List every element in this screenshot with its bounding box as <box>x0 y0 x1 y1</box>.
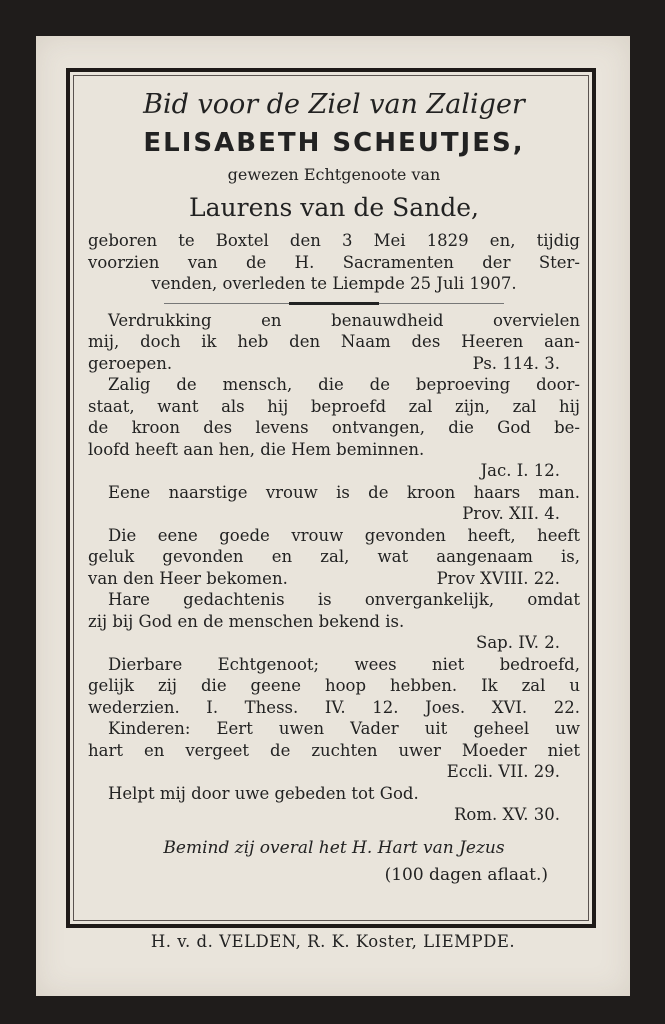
printer-credit: H. v. d. VELDEN, R. K. Koster, LIEMPDE. <box>150 932 516 951</box>
scripture-line: wederzien. I. Thess. IV. 12. Joes. XVI. 22. <box>88 697 580 717</box>
scripture-line: Verdrukking en benauwdheid overvielen <box>108 310 580 330</box>
scripture-line: Die eene goede vrouw gevonden heeft, heeft <box>108 525 580 545</box>
scripture-ref: Sap. IV. 2. <box>476 633 560 652</box>
bio-block <box>84 230 584 295</box>
card-content <box>84 86 584 888</box>
scripture-line: Hare gedachtenis is onvergankelijk, omdat <box>108 590 580 609</box>
indulgence-note: (100 dagen aflaat.) <box>384 864 548 885</box>
spouse-intro: gewezen Echtgenoote van <box>227 165 441 184</box>
scripture-line: Zalig de mensch, die de beproeving door- <box>108 375 580 394</box>
scripture-line: gelijk zij die geene hoop hebben. Ik zal u <box>88 676 580 695</box>
prayer-heading: Bid voor de Ziel van Zaliger <box>143 89 525 120</box>
bio-line: geboren te Boxtel den 3 Mei 1829 en, tijdig <box>88 231 580 250</box>
scripture-ref: Ps. 114. 3. <box>472 353 560 373</box>
divider-rule <box>164 303 504 304</box>
scripture-line: Kinderen: Eert uwen Vader uit geheel uw <box>108 719 580 738</box>
scripture-line: staat, want als hij beproefd zal zijn, zal hij <box>88 396 580 416</box>
scripture-line: de kroon des levens ontvangen, die God be- <box>88 418 580 437</box>
memorial-card <box>36 36 630 996</box>
deceased-name: ELISABETH SCHEUTJES, <box>143 128 525 158</box>
bio-line: voorzien van de H. Sacramenten der Ster- <box>88 252 580 272</box>
scripture-block <box>84 310 584 826</box>
scripture-line: zij bij God en de menschen bekend is. <box>88 611 405 631</box>
scripture-ref: Prov. XII. 4. <box>462 504 560 523</box>
scripture-ref: Jac. I. 12. <box>480 461 560 480</box>
scripture-line: van den Heer bekomen. <box>88 568 288 588</box>
scripture-line: geluk gevonden en zal, wat aangenaam is, <box>88 547 580 566</box>
scripture-ref: Rom. XV. 30. <box>453 805 560 824</box>
scripture-line: Eene naarstige vrouw is de kroon haars man. <box>108 482 580 502</box>
spouse-name: Laurens van de Sande, <box>189 193 479 222</box>
scripture-line: mij, doch ik heb den Naam des Heeren aan- <box>88 332 580 351</box>
bio-line: venden, overleden te Liempde 25 Juli 1907. <box>151 274 517 293</box>
scripture-line: geroepen. <box>88 353 173 373</box>
scripture-ref: Prov XVIII. 22. <box>436 568 560 588</box>
scripture-line: Dierbare Echtgenoot; wees niet bedroefd, <box>108 654 580 674</box>
scripture-line: hart en vergeet de zuchten uwer Moeder niet <box>88 740 580 760</box>
sacred-heart-prayer: Bemind zij overal het H. Hart van Jezus <box>163 837 505 858</box>
scripture-line: loofd heeft aan hen, die Hem beminnen. <box>88 439 425 459</box>
scripture-ref: Eccli. VII. 29. <box>446 762 560 781</box>
scripture-line: Helpt mij door uwe gebeden tot God. <box>108 783 419 803</box>
